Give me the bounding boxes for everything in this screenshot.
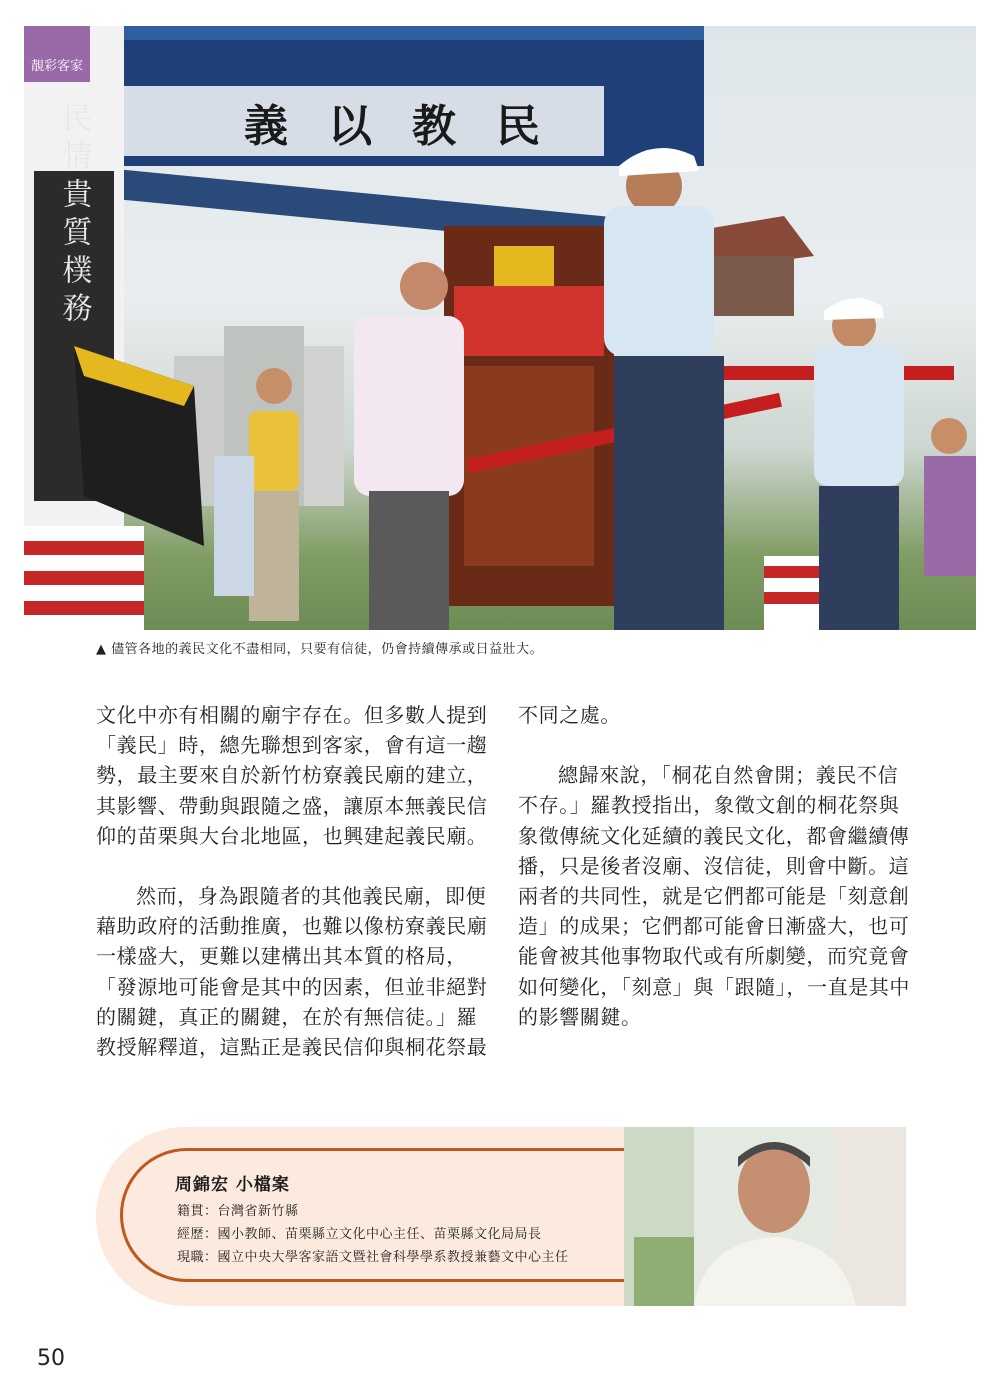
man-shirt bbox=[604, 206, 714, 356]
gate-inscription: 義以教民 bbox=[244, 101, 580, 152]
cap bbox=[824, 298, 884, 320]
marcher bbox=[249, 411, 299, 491]
paragraph: 不同之處。 bbox=[518, 703, 621, 727]
paragraph: 總歸來說，「桐花自然會開；義民不信不存。」羅教授指出，象徵文創的桐花祭與象徵傳統文化延續的義民文化，都會繼續傳播，只是後者沒廟、沒信徒，則會中斷。這兩者的共同性，就是它們都可能是「刻意創造」的成果；它們都可能會日漸盛大，也可能會被其他事物取代或有所劇變，而究竟會如何變化，「刻意」與「跟隨」，一直是其中的影響關鍵。 bbox=[518, 763, 910, 1029]
gate-trim bbox=[84, 26, 704, 40]
caption-marker: ▲ bbox=[96, 642, 107, 657]
palanquin bbox=[444, 226, 614, 606]
page-number: 50 bbox=[37, 1346, 65, 1371]
article-column-left bbox=[96, 700, 488, 1062]
pillar-inscription: 民情貴質樸務 bbox=[56, 102, 92, 330]
profile-line-origin: 籍貫：台灣省新竹縣 bbox=[177, 1204, 299, 1219]
paragraph: 文化中亦有相關的廟宇存在。但多數人提到「義民」時，總先聯想到客家，會有這一趨勢，最主要來自於新竹枋寮義民廟的建立，其影響、帶動與跟隨之盛，讓原本無義民信仰的苗栗與大台北地區，也興建起義民廟。 bbox=[96, 703, 488, 848]
elder-trousers bbox=[369, 491, 449, 630]
woman-jeans bbox=[819, 486, 899, 630]
marcher bbox=[214, 456, 254, 596]
spectator bbox=[924, 456, 976, 576]
section-tab: 靚彩客家 bbox=[24, 26, 90, 82]
profile-line-experience: 經歷：國小教師、苗栗縣立文化中心主任、苗栗縣文化局局長 bbox=[177, 1227, 542, 1242]
elder-head bbox=[400, 262, 448, 310]
article-column-right bbox=[518, 700, 910, 1032]
profile-line-position: 現職：國立中央大學客家語文暨社會科學學系教授兼藝文中心主任 bbox=[177, 1250, 569, 1265]
portrait-face bbox=[738, 1145, 810, 1233]
procession-illustration bbox=[24, 26, 976, 630]
hero-photo bbox=[24, 26, 976, 630]
photo-caption bbox=[96, 638, 543, 657]
paragraph: 然而，身為跟隨者的其他義民廟，即便藉助政府的活動推廣，也難以像枋寮義民廟一樣盛大，更難以建構出其本質的格局，「發源地可能會是其中的因素，但並非絕對的關鍵，真正的關鍵，在於有無信徒。」羅教授解釋道，這點正是義民信仰與桐花祭最 bbox=[96, 884, 488, 1060]
man-jeans bbox=[614, 356, 724, 630]
plants bbox=[634, 1237, 694, 1306]
caption-text: 儘管各地的義民文化不盡相同，只要有信徒，仍會持續傳承或日益壯大。 bbox=[111, 642, 544, 657]
portrait-illustration bbox=[624, 1127, 906, 1306]
marcher-head bbox=[256, 368, 292, 404]
building bbox=[304, 346, 344, 506]
elder-jacket bbox=[354, 316, 464, 496]
profile-title: 周錦宏 小檔案 bbox=[175, 1175, 290, 1195]
woman-shirt bbox=[814, 346, 904, 486]
profile-portrait bbox=[624, 1127, 906, 1306]
